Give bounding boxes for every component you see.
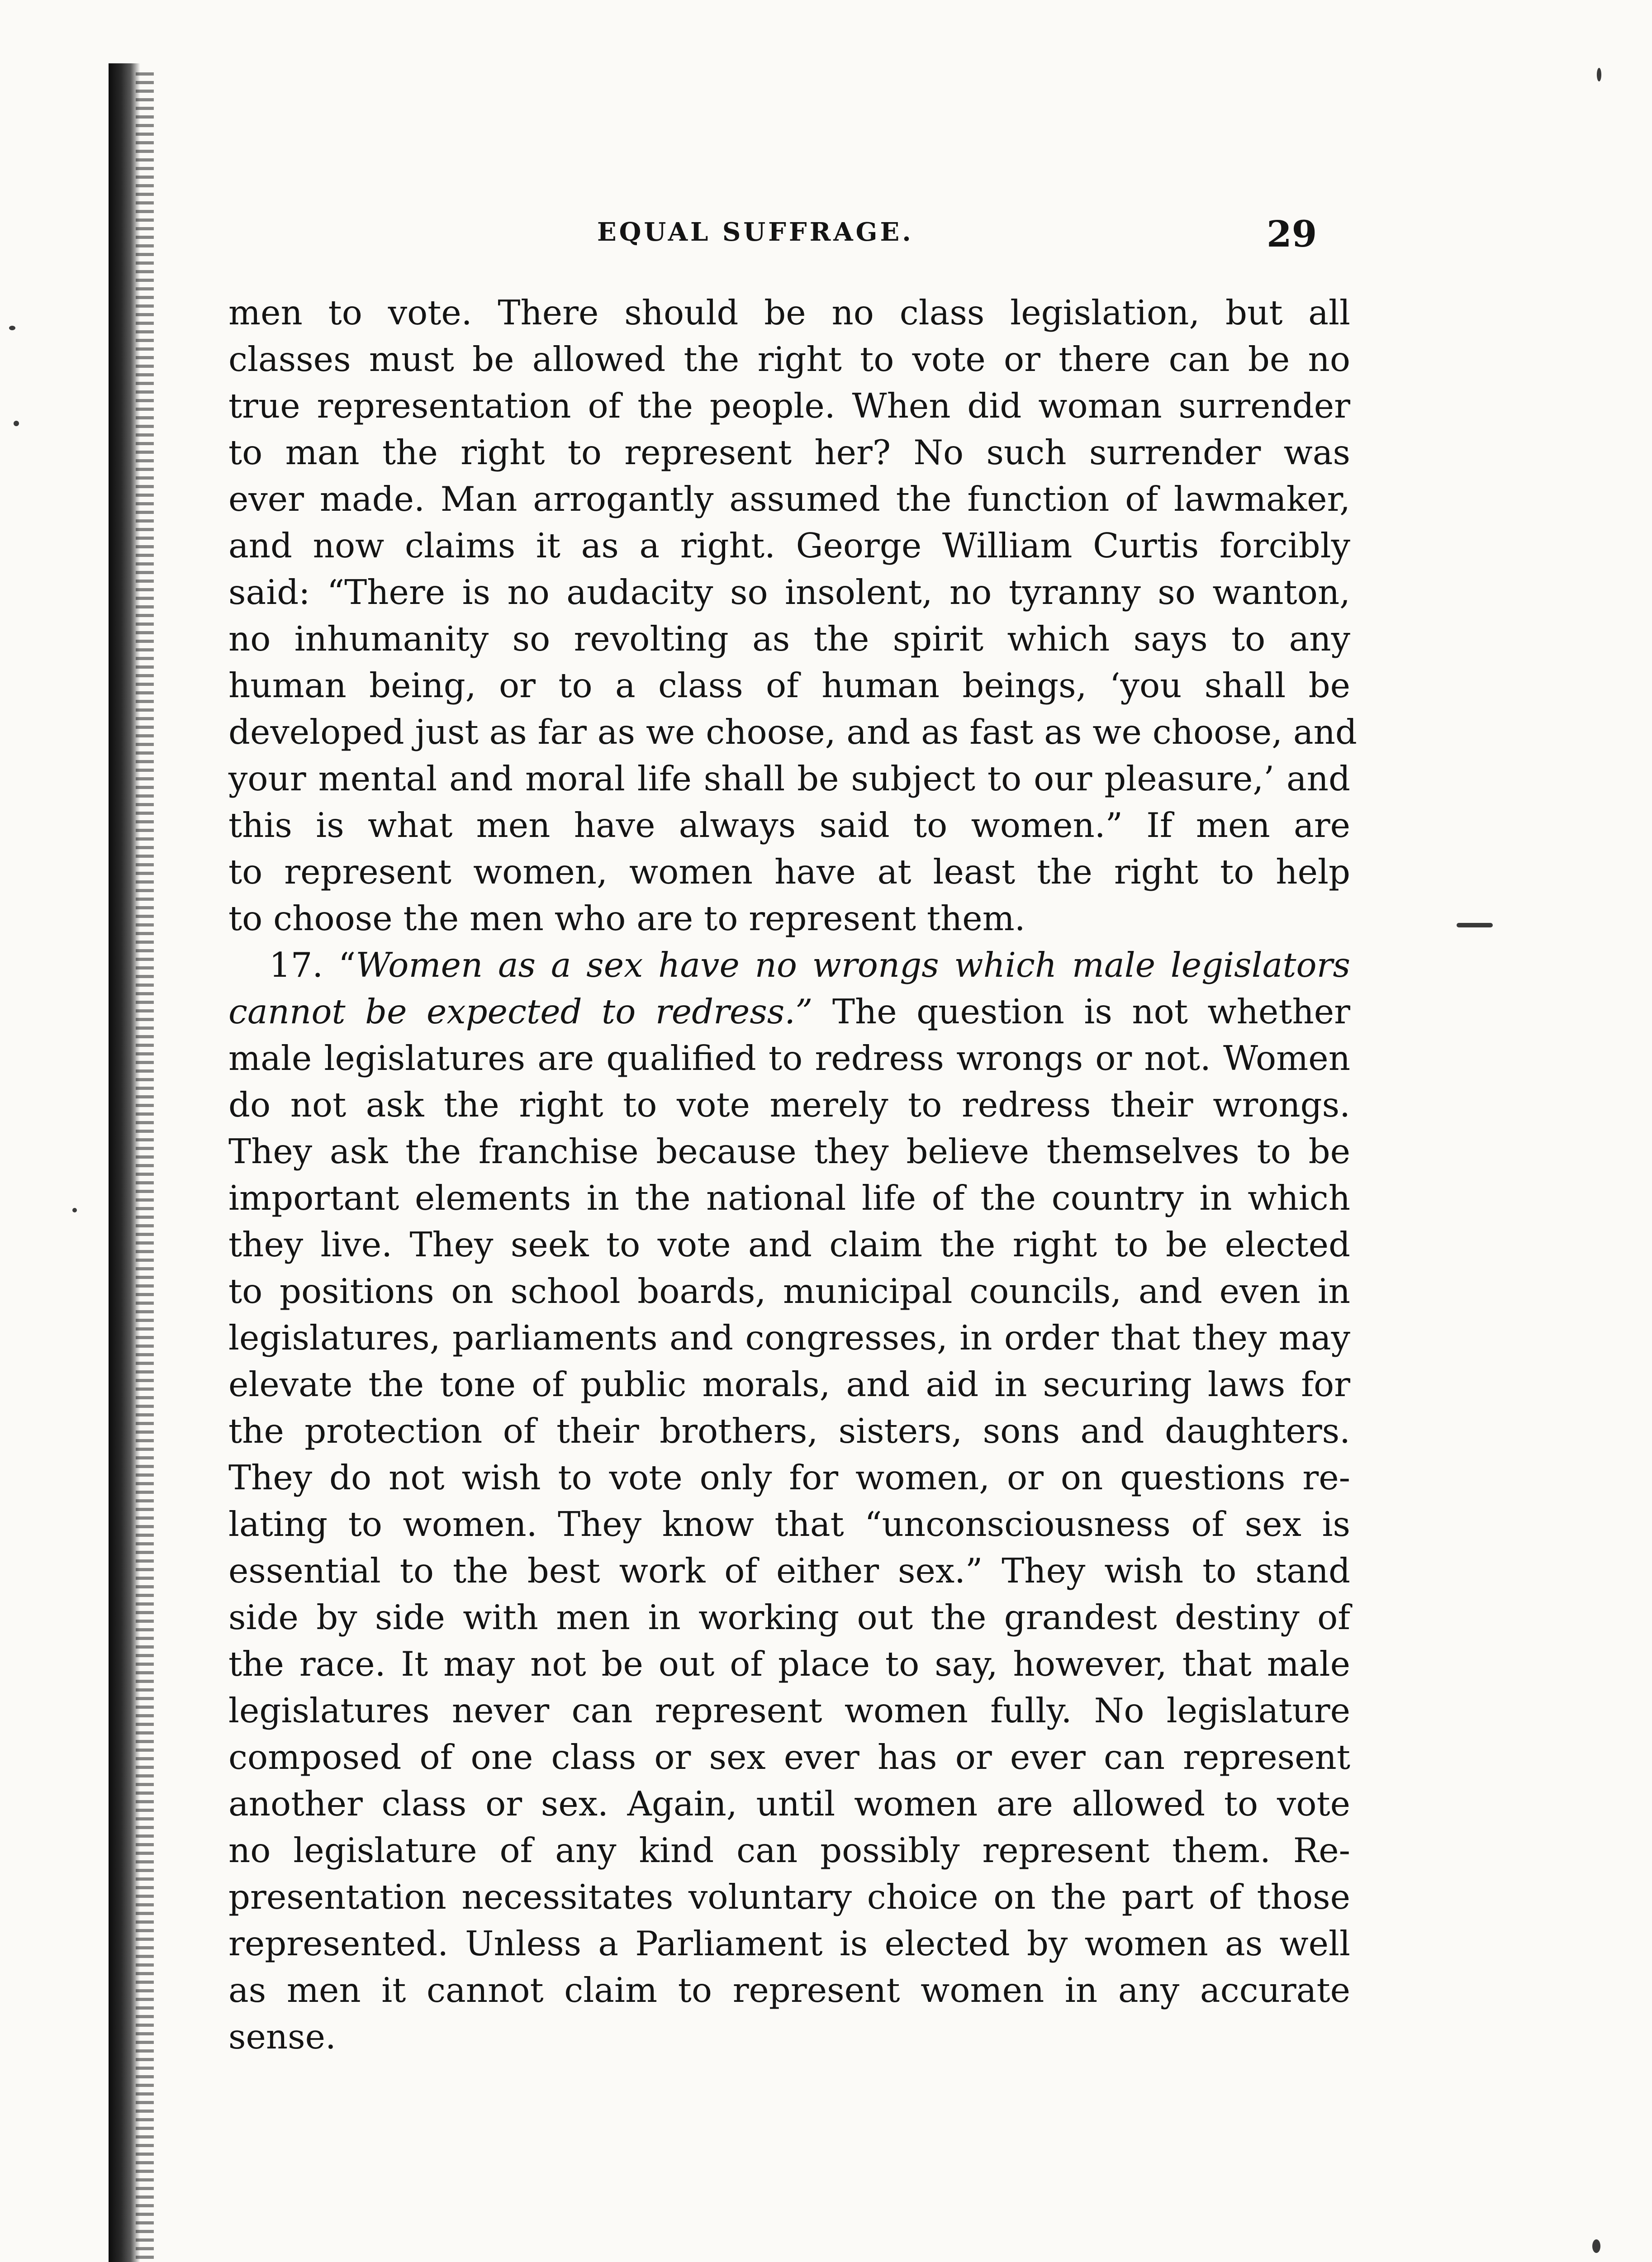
text-line: do not ask the right to vote merely to redress their wrongs. — [228, 1085, 1350, 1125]
running-head: EQUAL SUFFRAGE. — [597, 217, 914, 247]
text-line: represented. Unless a Parliament is elected by women as well — [228, 1924, 1350, 1963]
paragraph-17-second-line — [228, 988, 1350, 1035]
text-line: classes must be allowed the right to vote or there can be no — [228, 339, 1350, 379]
text-line: side by side with men in working out the grandest destiny of — [228, 1597, 1350, 1637]
text-line: legislatures never can represent women fully. No legislature — [228, 1691, 1350, 1730]
quoted-objection: Women as a sex have no wrongs which male legislators — [356, 945, 1350, 985]
text-line: to represent women, women have at least the right to help — [228, 852, 1350, 892]
text-span: The question is not whether — [832, 992, 1350, 1031]
text-line: essential to the best work of either sex.” They wish to stand — [228, 1551, 1350, 1591]
text-line: presentation necessitates voluntary choice on the part of those — [228, 1877, 1350, 1917]
text-line: said: “There is no audacity so insolent, no tyranny so wanton, — [228, 572, 1350, 612]
text-line: developed just as far as we choose, and as fast as we choose, and — [228, 712, 1357, 752]
text-line: They do not wish to vote only for women, or on questions re- — [228, 1458, 1350, 1497]
quoted-objection-end: cannot be expected to redress.” — [228, 992, 813, 1031]
text-line: true representation of the people. When did woman surrender — [228, 386, 1350, 426]
scan-speck — [1597, 68, 1601, 81]
binding-texture — [136, 72, 154, 2262]
page-number: 29 — [1267, 213, 1317, 255]
text-line: they live. They seek to vote and claim the right to be elected — [228, 1225, 1350, 1264]
text-line: lating to women. They know that “unconsciousness of sex is — [228, 1504, 1350, 1544]
text-line: legislatures, parliaments and congresses, in order that they may — [228, 1318, 1350, 1358]
text-line: no legislature of any kind can possibly represent them. Re- — [228, 1830, 1350, 1870]
text-line: the protection of their brothers, sisters, sons and daughters. — [228, 1411, 1350, 1451]
text-line: elevate the tone of public morals, and aid in securing laws for — [228, 1364, 1350, 1404]
text-line: to man the right to represent her? No such surrender was — [228, 432, 1350, 472]
scan-speck — [1592, 2239, 1600, 2253]
body-text — [228, 290, 1357, 2060]
text-line: male legislatures are qualified to redress wrongs or not. Women — [228, 1038, 1350, 1078]
scan-speck — [9, 326, 15, 330]
text-line: human being, or to a class of human beings, ‘you shall be — [228, 665, 1350, 705]
scan-speck — [72, 1208, 77, 1212]
text-line: men to vote. There should be no class legislation, but all — [228, 293, 1350, 333]
text-line: to choose the men who are to represent them. — [228, 898, 1025, 938]
text-line: this is what men have always said to women.” If men are — [228, 805, 1350, 845]
text-line: They ask the franchise because they believe themselves to be — [228, 1131, 1350, 1171]
text-line: no inhumanity so revolting as the spirit which says to any — [228, 619, 1350, 659]
text-line: the race. It may not be out of place to say, however, that male — [228, 1644, 1350, 1684]
text-line: as men it cannot claim to represent women in any accurate — [228, 1970, 1350, 2010]
text-line: sense. — [228, 2017, 336, 2057]
text-line: important elements in the national life of the country in which — [228, 1178, 1350, 1218]
paragraph-number: 17. “ — [269, 945, 356, 985]
text-line: your mental and moral life shall be subject to our pleasure,’ and — [228, 759, 1350, 798]
scan-speck — [14, 421, 19, 426]
text-line: and now claims it as a right. George William Curtis forcibly — [228, 526, 1350, 566]
text-line: composed of one class or sex ever has or ever can represent — [228, 1737, 1350, 1777]
text-line: ever made. Man arrogantly assumed the function of lawmaker, — [228, 479, 1350, 519]
paragraph-17-first-line — [228, 942, 1350, 988]
scan-speck — [1457, 923, 1493, 927]
text-line: another class or sex. Again, until women are allowed to vote — [228, 1784, 1350, 1824]
text-line: to positions on school boards, municipal councils, and even in — [228, 1271, 1350, 1311]
